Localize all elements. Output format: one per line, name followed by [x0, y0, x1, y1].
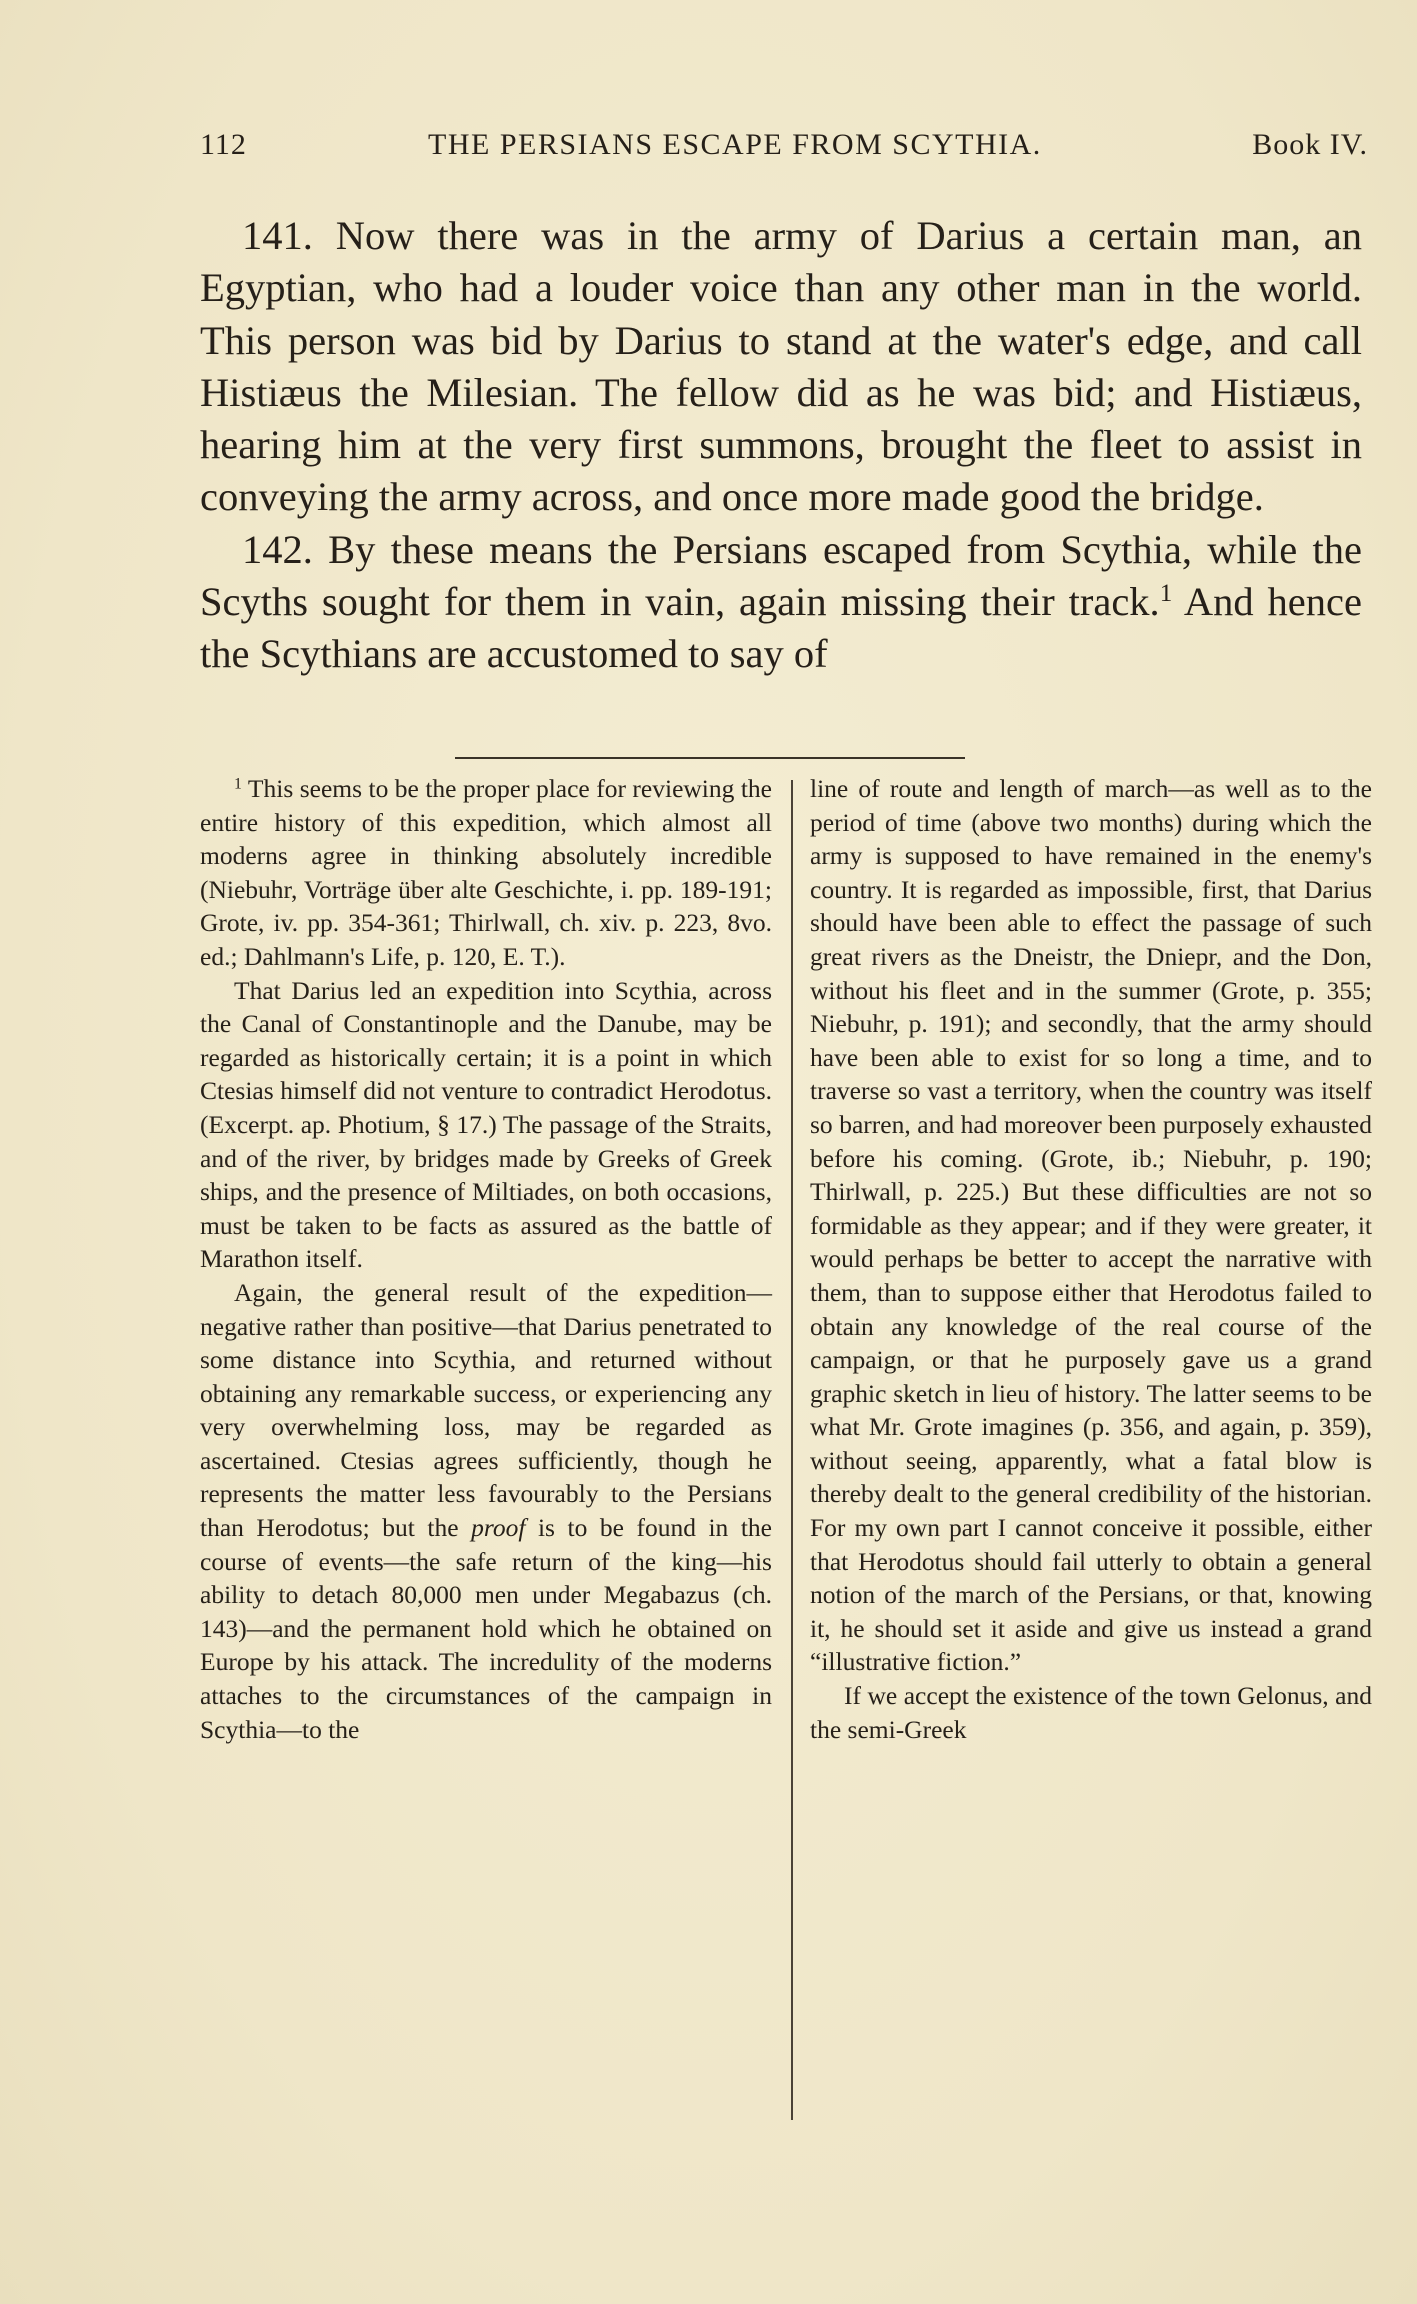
footnote-paragraph: If we accept the existence of the town Gelonus, and the semi-Greek: [810, 1681, 1372, 1744]
footnote-emphasis: proof: [471, 1513, 526, 1543]
footnote-paragraph: [200, 1276, 772, 1746]
footnote-reference[interactable]: 1: [1159, 580, 1173, 608]
footnote-paragraph: line of route and length of march—as well as to the period of time (above two months) during which the army is supposed to have remained in the enemy's country. It is regarded as impossible, first, that Darius should have been able to effect the passage of such great rivers as the Dneistr, the Dniepr, and the Don, without his fleet and in the summer (Grote, p. 355; Niebuhr, p. 191); and secondly, that the army should have been able to exist for so long a time, and to traverse so vast a territory, when the country was itself so barren, and had moreover been purposely exhausted before his coming. (Grote, ib.; Niebuhr, p. 190; Thirlwall, p. 225.) But these difficulties are not so formidable as they appear; and if they were greater, it would perhaps be better to accept the narrative with them, than to suppose either that Herodotus failed to obtain any knowledge of the real course of the campaign, or that he purposely gave us a grand graphic sketch in lieu of history. The latter seems to be what Mr. Grote imagines (p. 356, and again, p. 359), without seeing, apparently, what a fatal blow is thereby dealt to the general credibility of the historian. For my own part I cannot conceive it possible, either that Herodotus should fail utterly to obtain a general notion of the march of the Persians, or that, knowing it, he should set it aside and give us instead a grand “illustrative fiction.”: [810, 774, 1372, 1677]
running-header: [200, 128, 1378, 168]
running-title: THE PERSIANS ESCAPE FROM SCYTHIA.: [428, 128, 1042, 161]
paragraph-142-end: And hence the Scythians are accustomed to say of: [200, 579, 1362, 677]
book-label: Book IV.: [1252, 128, 1368, 161]
footnote-column-left: [200, 772, 772, 1746]
footnote-separator: [455, 757, 965, 759]
paragraph-142-start: 142. By these means the Persians escaped from Scythia, while the Scyths sought for them in vain, again missing their track.: [200, 526, 1362, 625]
paragraph-142: [200, 524, 1362, 681]
column-divider: [791, 780, 793, 2120]
footnote-paragraph: [200, 772, 772, 974]
footnote-paragraph: That Darius led an expedition into Scythia, across the Canal of Constantinople and the Danube, may be regarded as historically certain; it is a point in which Ctesias himself did not venture to contradict Herodotus. (Excerpt. ap. Photium, § 17.) The passage of the Straits, and of the river, by bridges made by Greeks of Greek ships, and the presence of Miltiades, on both occasions, must be taken to be facts as assured as the battle of Marathon itself.: [200, 975, 772, 1274]
main-text: [200, 210, 1362, 681]
footnote-column-right: [810, 772, 1372, 1746]
footnote-text: Again, the general result of the expedition—negative rather than positive—that Darius penetrated to some distance into Scythia, and returned without obtaining any remarkable success, or experiencing any very overwhelming loss, may be regarded as ascertained. Ctesias agrees sufficiently, though he represents the matter less favourably to the Persians than Herodotus; but the: [200, 1277, 772, 1543]
paragraph-141: 141. Now there was in the army of Darius a certain man, an Egyptian, who had a louder voice than any other man in the world. This person was bid by Darius to stand at the water's edge, and call Histiæus the Milesian. The fellow did as he was bid; and Histiæus, hearing him at the very first summons, brought the fleet to assist in conveying the army across, and once more made good the bridge.: [200, 213, 1362, 520]
page-number: 112: [200, 128, 247, 161]
footnote-marker: 1: [234, 775, 242, 793]
footnote-text: is to be found in the course of events—the safe return of the king—his ability to detach 80,000 men under Megabazus (ch. 143)—and the permanent hold which he obtained on Europe by his attack. The incredulity of the moderns attaches to the circumstances of the campaign in Scythia—to the: [200, 1513, 772, 1744]
footnote-text: This seems to be the proper place for reviewing the entire history of this expedition, which almost all moderns agree in thinking absolutely incredible (Niebuhr, Vorträge über alte Geschichte, i. pp. 189-191; Grote, iv. pp. 354-361; Thirlwall, ch. xiv. p. 223, 8vo. ed.; Dahlmann's Life, p. 120, E. T.).: [200, 774, 772, 971]
